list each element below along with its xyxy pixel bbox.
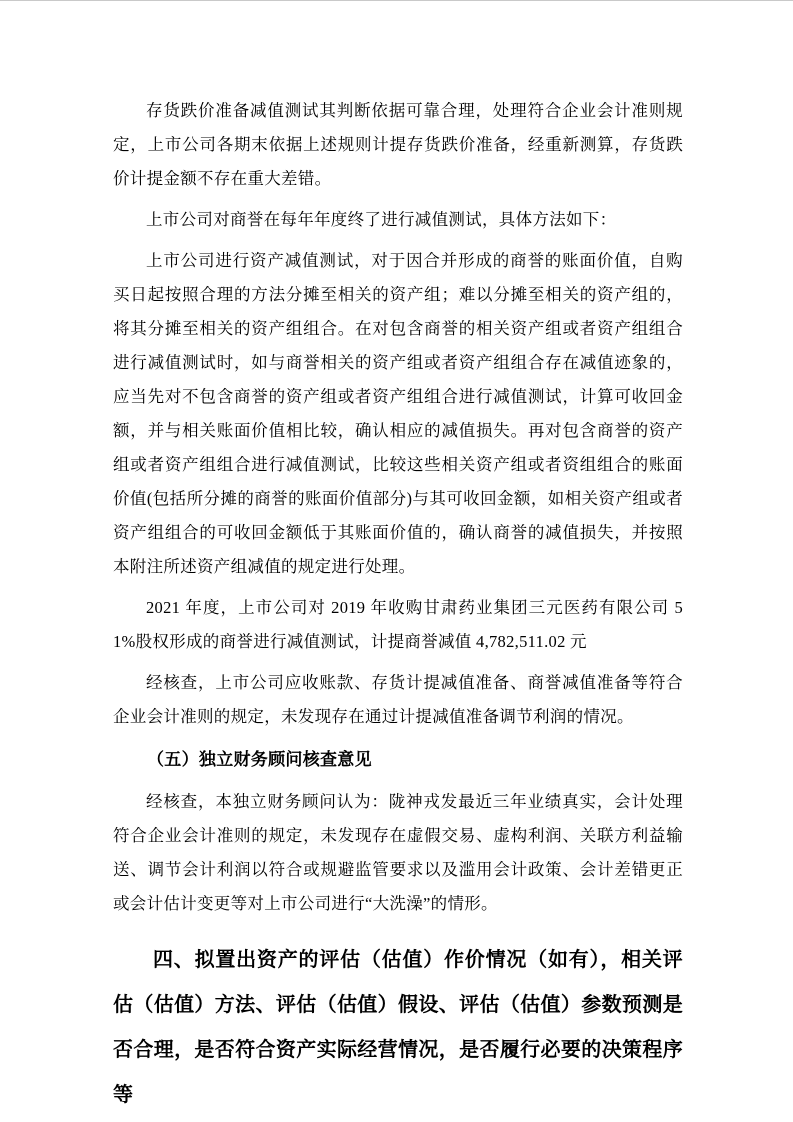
body-paragraph-inventory-impairment: 存货跌价准备减值测试其判断依据可靠合理，处理符合企业会计准则规定，上市公司各期末依据上述规则计提存货跌价准备，经重新测算，存货跌价计提金额不存在重大差错。 bbox=[113, 101, 683, 188]
body-paragraph-verification-conclusion: 经核查，上市公司应收账款、存货计提减值准备、商誉减值准备等符合企业会计准则的规定，未发现存在通过计提减值准备调节利润的情况。 bbox=[113, 673, 683, 726]
section-heading-advisor-opinion: （五）独立财务顾问核查意见 bbox=[147, 750, 372, 769]
body-paragraph-goodwill-test-intro: 上市公司对商誉在每年年度终了进行减值测试，具体方法如下： bbox=[146, 210, 617, 229]
body-paragraph-advisor-opinion-text: 经核查，本独立财务顾问认为：陇神戎发最近三年业绩真实，会计处理符合企业会计准则的规定，未发现存在虚假交易、虚构利润、关联方利益输送、调节会计利润以符合或规避监管要求以及滥用会计政策、会计差错更正或会计估计变更等对上市公司进行“大洗澡”的情形。 bbox=[113, 792, 683, 913]
chapter-heading-asset-valuation: 四、拟置出资产的评估（估值）作价情况（如有），相关评估（估值）方法、评估（估值）假设、评估（估值）参数预测是否合理，是否符合资产实际经营情况，是否履行必要的决策程序等 bbox=[113, 949, 683, 1106]
body-paragraph-goodwill-method: 上市公司进行资产减值测试，对于因合并形成的商誉的账面价值，自购买日起按照合理的方法分摊至相关的资产组；难以分摊至相关的资产组的，将其分摊至相关的资产组组合。在对包含商誉的相关资产组或者资产组组合进行减值测试时，如与商誉相关的资产组或者资产组组合存在减值迹象的，应当先对不包含商誉的资产组或者资产组组合进行减值测试，计算可收回金额，并与相关账面价值相比较，确认相应的减值损失。再对包含商誉的资产组或者资产组组合进行减值测试，比较这些相关资产组或者资组组合的账面价值(包括所分摊的商誉的账面价值部分)与其可收回金额，如相关资产组或者资产组组合的可收回金额低于其账面价值的，确认商誉的减值损失，并按照本附注所述资产组减值的规定进行处理。 bbox=[113, 251, 683, 576]
body-paragraph-2021-goodwill-amount: 2021 年度，上市公司对 2019 年收购甘肃药业集团三元医药有限公司 51%股权形成的商誉进行减值测试，计提商誉减值 4,782,511.02 元 bbox=[113, 598, 683, 651]
